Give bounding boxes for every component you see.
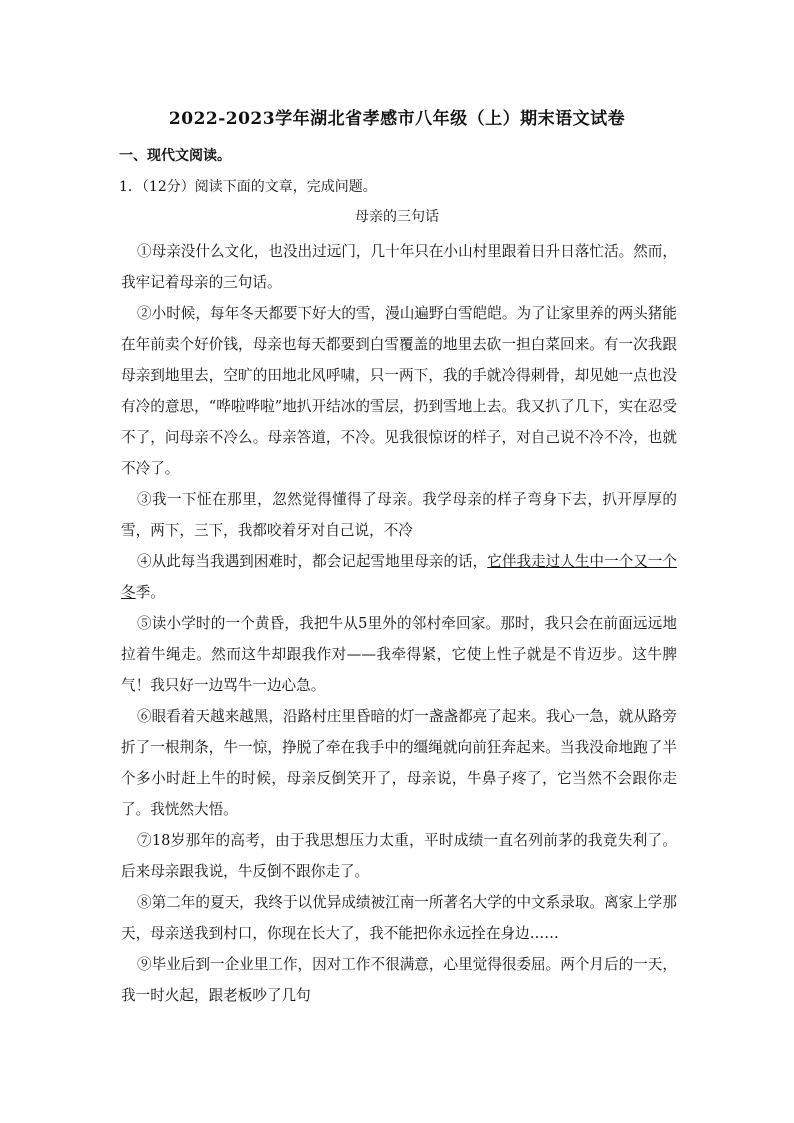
paragraph-4-text: ④从此每当我遇到困难时，都会记起雪地里母亲的话， [137,553,488,570]
paragraph-8: ⑧第二年的夏天，我终于以优异成绩被江南一所著名大学的中文系录取。离家上学那天，母亲送我到村口，你现在长大了，我不能把你永远拴在身边…… [121,894,677,942]
exam-title: 2022-2023学年湖北省孝感市八年级（上）期末语文试卷 [168,109,626,129]
paragraph-4 [121,546,677,608]
paragraph-5: ⑤读小学时的一个黄昏，我把牛从5里外的邻村牵回家。那时，我只会在前面远远地拉着牛绳走。然而这牛却跟我作对——我牵得紧，它使上性子就是不肯迈步。这牛脾气！我只好一边骂牛一边心急。 [121,615,677,694]
paragraph-3: ③我一下怔在那里，忽然觉得懂得了母亲。我学母亲的样子弯身下去，扒开厚厚的雪，两下，三下，我都咬着牙对自己说，不冷 [121,491,677,539]
underlined-sentence: 它伴我走过人生中一个又一个冬 [121,553,677,601]
article-body [121,236,677,1011]
paragraph-7: ⑦18岁那年的高考，由于我思想压力太重，平时成绩一直名列前茅的我竟失利了。后来母亲跟我说，牛反倒不跟你走了。 [121,832,677,880]
article-title: 母亲的三句话 [355,209,439,225]
paragraph-4-tail: 季。 [135,584,165,601]
paragraph-9: ⑨毕业后到一企业里工作，因对工作不很满意，心里觉得很委屈。两个月后的一天，我一时火起，跟老板吵了几句 [121,956,677,1004]
paragraph-1: ①母亲没什么文化，也没出过远门，几十年只在小山村里跟着日升日落忙活。然而，我牢记着母亲的三句话。 [121,243,677,291]
section-heading: 一、现代文阅读。 [119,148,231,164]
question-prompt: 1．（12分）阅读下面的文章，完成问题。 [119,179,377,195]
paragraph-6: ⑥眼看着天越来越黑，沿路村庄里昏暗的灯一盏盏都亮了起来。我心一急，就从路旁折了一根荆条，牛一惊，挣脱了牵在我手中的缰绳就向前狂奔起来。当我没命地跑了半个多小时赶上牛的时候，母亲反倒笑开了，母亲说，牛鼻子疼了，它当然不会跟你走了。我恍然大悟。 [121,708,677,818]
paragraph-2: ②小时候，每年冬天都要下好大的雪，漫山遍野白雪皑皑。为了让家里养的两头猪能在年前卖个好价钱，母亲也每天都要到白雪覆盖的地里去砍一担白菜回来。有一次我跟母亲到地里去，空旷的田地北风呼啸，只一两下，我的手就冷得刺骨，却见她一点也没有冷的意思，“哗啦哗啦”地扒开结冰的雪层，扔到雪地上去。我又扒了几下，实在忍受不了，问母亲不冷么。母亲答道，不冷。见我很惊讶的样子，对自己说不冷不冷，也就不冷了。 [121,305,677,477]
